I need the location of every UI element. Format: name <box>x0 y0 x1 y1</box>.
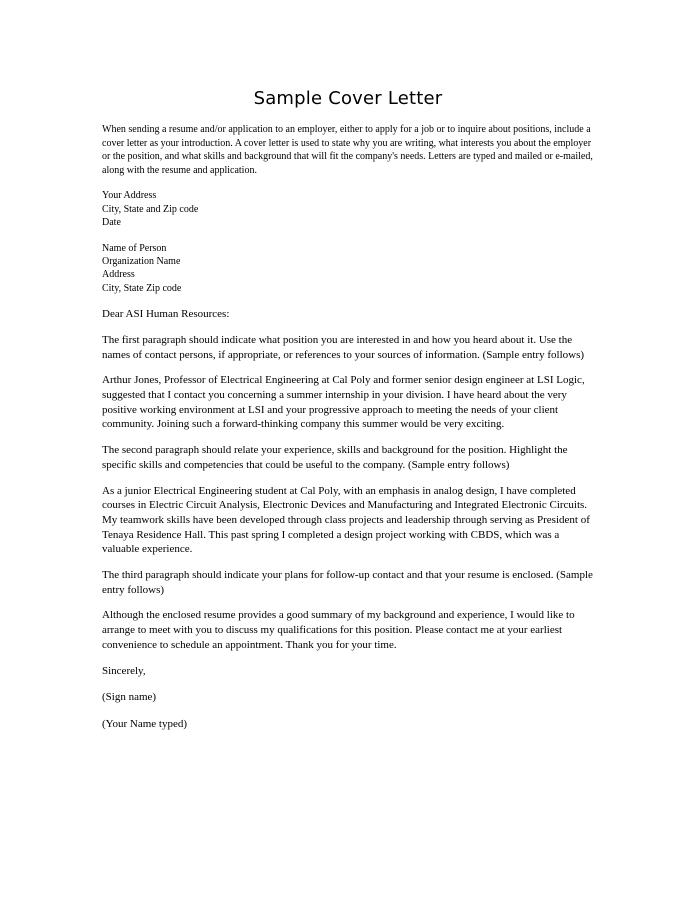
recipient-city: City, State Zip code <box>102 282 182 294</box>
body-paragraph: The second paragraph should relate your experience, skills and background for the position. Highlight the specific skills and competencies that could be useful to the company. (Sample entry follows) <box>102 444 568 471</box>
valediction: Sincerely, <box>102 664 146 677</box>
body-paragraph: Arthur Jones, Professor of Electrical Engineering at Cal Poly and former senior design engineer at LSI Logic, suggested that I contact you concerning a summer internship in your division. I have heard about the very positive working environment at LSI and your progressive approach to meeting the needs of your client community. Joining such a forward-thinking company this summer would be very exciting. <box>102 374 585 431</box>
recipient-name: Name of Person <box>102 242 167 254</box>
page-title: Sample Cover Letter <box>253 88 443 109</box>
letter-date: Date <box>102 217 121 229</box>
sender-address: Your Address <box>102 190 157 202</box>
body-paragraph: As a junior Electrical Engineering student at Cal Poly, with an emphasis in analog design, I have completed courses in Electric Circuit Analysis, Electronic Devices and Manufacturing and Integrated Electronic Circuits. My teamwork skills have been developed through class projects and leadership through serving as President of Tenaya Residence Hall. This past spring I completed a design project working with CBDS, which was a valuable experience. <box>102 484 590 556</box>
letter-content <box>102 123 597 744</box>
typed-name: (Your Name typed) <box>102 717 188 730</box>
salutation: Dear ASI Human Resources: <box>102 308 230 321</box>
sender-city: City, State and Zip code <box>102 203 199 215</box>
recipient-address: Address <box>102 269 135 281</box>
intro-paragraph: When sending a resume and/or application to an employer, either to apply for a job or to inquire about positions, include a cover letter as your introduction. A cover letter is used to state why you are writing, what interests you about the employer or the position, and what skills and background that will fit the company's needs. Letters are typed and mailed or e-mailed, along with the resume and application. <box>102 124 593 176</box>
sender-address-block <box>102 189 597 229</box>
recipient-address-block <box>102 242 597 296</box>
body-paragraph: Although the enclosed resume provides a good summary of my background and experience, I would like to arrange to meet with you to discuss my qualifications for this position. Please contact me at your earliest convenience to schedule an appointment. Thank you for your time. <box>102 609 575 651</box>
body-paragraph: The third paragraph should indicate your plans for follow-up contact and that your resume is enclosed. (Sample entry follows) <box>102 569 593 596</box>
recipient-organization: Organization Name <box>102 256 181 267</box>
body-paragraph: The first paragraph should indicate what position you are interested in and how you heard about it. Use the names of contact persons, if appropriate, or references to your sources of information. (Sample entry follows) <box>102 333 585 361</box>
signature-line: (Sign name) <box>102 691 157 704</box>
